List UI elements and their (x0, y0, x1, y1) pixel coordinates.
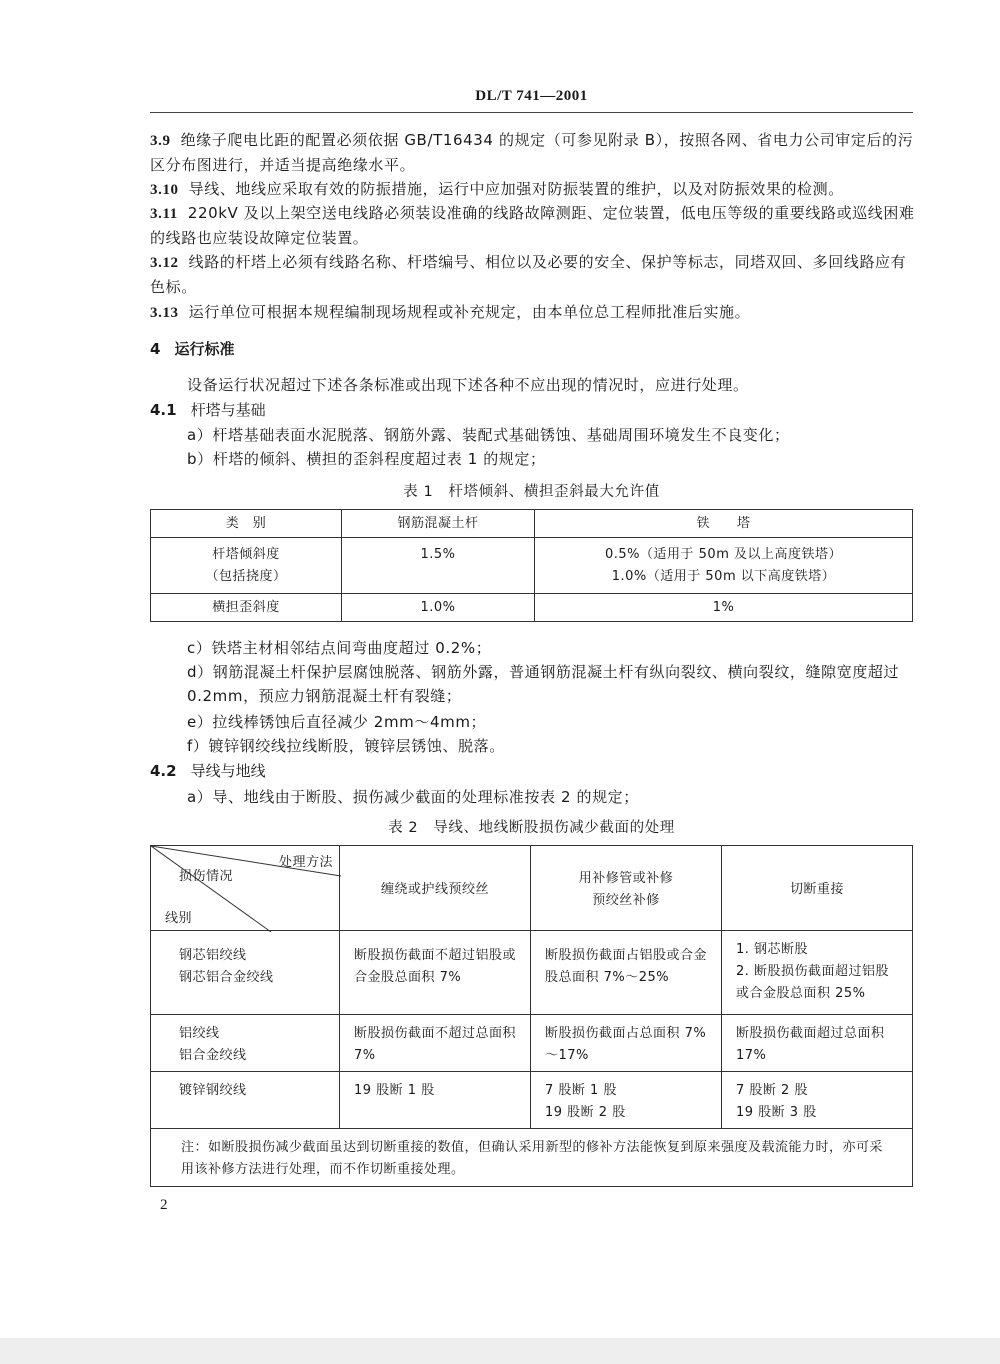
wire-type: 铝绞线 (179, 1026, 220, 1041)
table1-row-label: 杆塔倾斜度 (212, 546, 280, 562)
clause-text: 线路的杆塔上必须有线路名称、杆塔编号、相位以及必要的安全、保护等标志，同塔双回、多回线路应有色标。 (150, 253, 907, 296)
clause-text: 绝缘子爬电比距的配置必须依据 GB/T16434 的规定（可参见附录 B），按照各网、省电力公司审定后的污区分布图进行，并适当提高绝缘水平。 (150, 131, 914, 174)
clause-number: 3.12 (150, 255, 179, 271)
table1-header-concrete-pole: 钢筋混凝土杆 (342, 510, 535, 538)
clause-number: 3.9 (150, 133, 171, 149)
clause-title: 杆塔与基础 (190, 401, 266, 419)
table2-caption: 表 2 导线、地线断股损伤减少截面的处理 (388, 820, 675, 836)
clause-number: 4.1 (150, 401, 177, 419)
clause-number: 3.10 (150, 182, 179, 198)
table2-cell: 断股损伤截面超过总面积 17% (722, 1015, 913, 1072)
bottom-band (0, 1338, 1000, 1364)
table1-cell: 1% (535, 594, 913, 622)
table1 (150, 509, 913, 622)
clause-title: 导线与地线 (190, 762, 266, 780)
table1-row-label-sub: （包括挠度） (205, 568, 287, 584)
table2-cell: 19 股断 1 股 (340, 1072, 531, 1129)
table2-cell: 断股损伤截面占总面积 7%～17% (531, 1015, 722, 1072)
clause-number: 3.11 (150, 206, 178, 222)
corner-mid-label: 损伤情况 (179, 869, 234, 884)
corner-top-label: 处理方法 (278, 855, 333, 870)
clause-number: 4.2 (150, 762, 177, 780)
cell-line: 7 股断 2 股 (736, 1083, 808, 1098)
clause-3-10 (150, 177, 915, 202)
cell-line: 7 股断 1 股 (545, 1083, 617, 1098)
clause-3-12 (150, 250, 915, 299)
header-line: 预绞丝补修 (592, 893, 660, 908)
table1-caption: 表 1 杆塔倾斜、横担歪斜最大允许值 (403, 484, 660, 500)
table2-cell: 断股损伤截面不超过铝股或合金股总面积 7% (340, 931, 531, 1015)
clause-number: 3.13 (150, 305, 179, 321)
item-4-1-e: e）拉线棒锈蚀后直径减少 2mm～4mm； (187, 713, 487, 731)
item-4-1-c: c）铁塔主材相邻结点间弯曲度超过 0.2%； (187, 639, 492, 657)
table1-header-steel-tower: 铁 塔 (535, 510, 913, 538)
clause-4-1-heading (150, 398, 266, 422)
header-rule (150, 112, 913, 113)
clause-text: 220kV 及以上架空送电线路必须装设准确的线路故障测距、定位装置，低电压等级的重要线路或巡线困难的线路也应装设故障定位装置。 (150, 204, 915, 247)
table2-cell (531, 1072, 722, 1129)
table2-cell (722, 931, 913, 1015)
cell-line: 2. 断股损伤截面超过铝股或合金股总面积 25% (736, 964, 890, 1001)
table1-cell: 1.0% (342, 594, 535, 622)
wire-type: 钢芯铝合金绞线 (179, 970, 274, 985)
header-line: 用补修管或补修 (578, 871, 674, 886)
section-4-heading (150, 337, 234, 361)
table2-note: 注：如断股损伤减少截面虽达到切断重接的数值，但确认采用新型的修补方法能恢复到原来强度及载流能力时，亦可采用该补修方法进行处理，而不作切断重接处理。 (151, 1129, 913, 1187)
table2-header-repair (531, 846, 722, 931)
table2-cell (722, 1072, 913, 1129)
section-number: 4 (150, 340, 161, 358)
item-4-2-a: a）导、地线由于断股、损伤减少截面的处理标准按表 2 的规定； (187, 788, 639, 806)
table2-header-cut: 切断重接 (722, 846, 913, 931)
wire-type: 镀锌钢绞线 (179, 1083, 247, 1098)
clause-4-2-heading (150, 759, 266, 783)
table2-cell: 断股损伤截面占铝股或合金股总面积 7%～25% (531, 931, 722, 1015)
section-title: 运行标准 (174, 340, 235, 358)
item-4-1-a: a）杆塔基础表面水泥脱落、钢筋外露、装配式基础锈蚀、基础周围环境发生不良变化； (187, 426, 790, 444)
clause-text: 导线、地线应采取有效的防振措施，运行中应加强对防振装置的维护，以及对防振效果的检测。 (188, 180, 844, 198)
table1-cell (151, 538, 342, 594)
table1-cell (535, 538, 913, 594)
table2-cell: 断股损伤截面不超过总面积 7% (340, 1015, 531, 1072)
table2-header-wrap: 缠绕或护线预绞丝 (340, 846, 531, 931)
section-4-intro: 设备运行状况超过下述各条标准或出现下述各种不应出现的情况时，应进行处理。 (187, 376, 749, 394)
table1-cell-line: 1.0%（适用于 50m 以下高度铁塔） (611, 568, 836, 584)
table1-header-category: 类 别 (151, 510, 342, 538)
wire-type: 铝合金绞线 (179, 1048, 247, 1063)
clause-3-11 (150, 201, 915, 250)
clause-3-13 (150, 300, 915, 325)
table2-row-label (151, 931, 340, 1015)
clause-3-9 (150, 128, 915, 177)
table1-cell: 横担歪斜度 (151, 594, 342, 622)
table1-cell-line: 0.5%（适用于 50m 及以上高度铁塔） (605, 546, 842, 562)
clause-text: 运行单位可根据本规程编制现场规程或补充规定，由本单位总工程师批准后实施。 (188, 303, 751, 321)
table2-row-label (151, 1072, 340, 1129)
cell-line: 19 股断 3 股 (736, 1105, 817, 1120)
table2 (150, 845, 913, 1187)
header-standard-code: DL/T 741—2001 (475, 88, 588, 104)
wire-type: 钢芯铝绞线 (179, 948, 247, 963)
table2-row-label (151, 1015, 340, 1072)
item-4-1-b: b）杆塔的倾斜、横担的歪斜程度超过表 1 的规定； (187, 450, 546, 468)
cell-line: 1. 钢芯断股 (736, 942, 809, 957)
cell-line: 19 股断 2 股 (545, 1105, 626, 1120)
table1-cell: 1.5% (342, 538, 535, 594)
item-text: d）钢筋混凝土杆保护层腐蚀脱落、钢筋外露，普通钢筋混凝土杆有纵向裂纹、横向裂纹，缝隙宽度超过 0.2mm，预应力钢筋混凝土杆有裂缝； (187, 663, 900, 705)
corner-bottom-label: 线别 (165, 911, 193, 926)
item-4-1-d-line1 (187, 660, 915, 708)
item-4-1-f: f）镀锌钢绞线拉线断股，镀锌层锈蚀、脱落。 (187, 737, 505, 755)
table2-corner-cell (151, 846, 340, 931)
page-number: 2 (160, 1197, 168, 1213)
